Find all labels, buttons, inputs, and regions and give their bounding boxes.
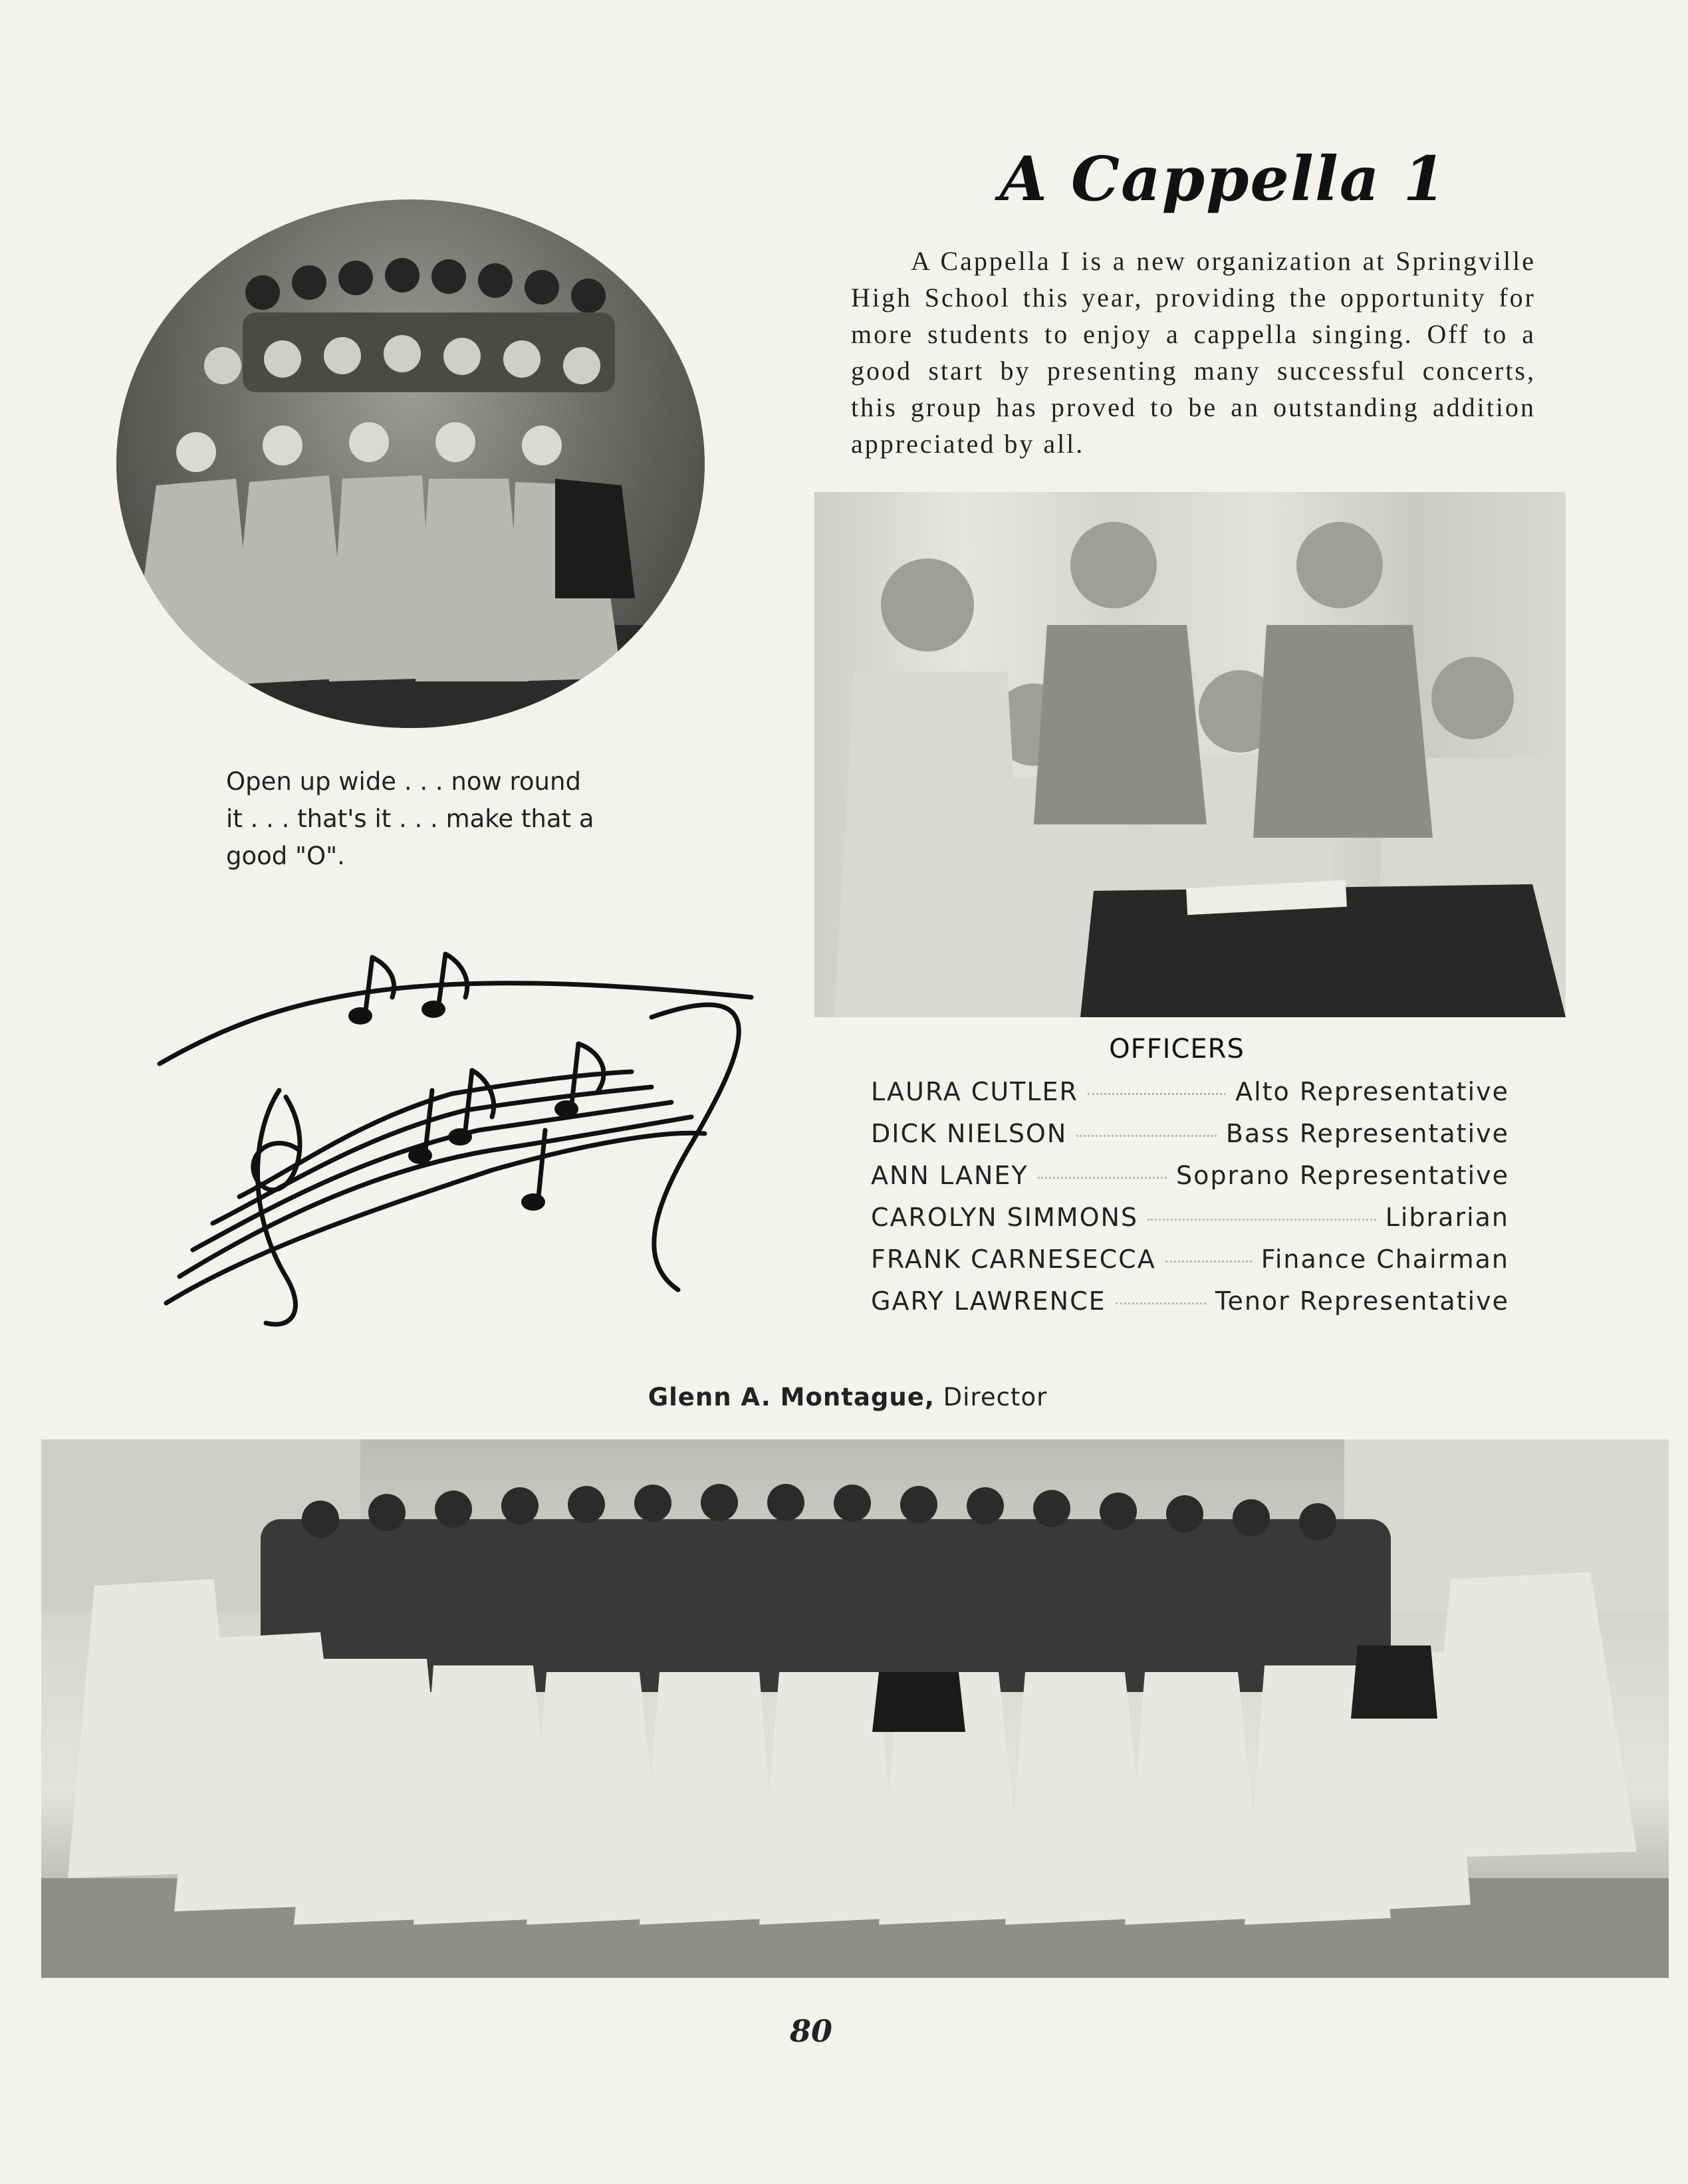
officers-silhouette — [814, 492, 1566, 1017]
officer-row — [871, 1286, 1509, 1328]
officers-group-photo — [814, 492, 1566, 1017]
page-number: 80 — [789, 2013, 832, 2049]
officer-role: Librarian — [1385, 1203, 1509, 1232]
officer-role: Soprano Representative — [1176, 1161, 1509, 1190]
officer-row — [871, 1077, 1509, 1119]
officers-list — [871, 1077, 1509, 1328]
director-credit — [632, 1383, 1064, 1411]
page-title: A Cappella 1 — [999, 143, 1447, 215]
officer-name: CAROLYN SIMMONS — [871, 1203, 1139, 1232]
choir-rows-silhouette — [116, 199, 705, 728]
leader-dots — [1147, 1219, 1376, 1221]
music-notes-drawing — [120, 931, 758, 1343]
leader-dots — [1038, 1177, 1167, 1179]
full-choir-photo — [41, 1439, 1669, 1978]
officer-row — [871, 1119, 1509, 1161]
leader-dots — [1076, 1135, 1217, 1137]
officer-name: DICK NIELSON — [871, 1119, 1068, 1148]
officers-heading: OFFICERS — [1109, 1034, 1245, 1064]
full-choir-silhouette — [41, 1439, 1669, 1978]
officer-role: Finance Chairman — [1261, 1245, 1509, 1274]
officer-name: ANN LANEY — [871, 1161, 1028, 1190]
leader-dots — [1165, 1261, 1252, 1263]
group-rehearsal-photo — [116, 199, 705, 728]
officer-role: Tenor Representative — [1215, 1286, 1509, 1316]
officer-name: FRANK CARNESECCA — [871, 1245, 1156, 1274]
officer-row — [871, 1245, 1509, 1286]
officer-row — [871, 1161, 1509, 1203]
officer-row — [871, 1203, 1509, 1245]
director-title: Director — [943, 1383, 1048, 1411]
photo-caption: Open up wide . . . now round it . . . that's it . . . make that a good "O". — [226, 767, 594, 870]
intro-paragraph: A Cappella I is a new organization at Springville High School this year, providing the opportunity for more students to enjoy a cappella singing. Off to a good start by presenting many successful concerts, this group has proved to be an outstanding addition appreciated by all. — [851, 246, 1536, 459]
officer-name: LAURA CUTLER — [871, 1077, 1078, 1106]
officer-name: GARY LAWRENCE — [871, 1286, 1106, 1316]
director-name: Glenn A. Montague, — [648, 1383, 935, 1411]
officer-role: Alto Representative — [1235, 1077, 1509, 1106]
officer-role: Bass Representative — [1225, 1119, 1509, 1148]
leader-dots — [1116, 1302, 1206, 1304]
leader-dots — [1088, 1093, 1226, 1095]
